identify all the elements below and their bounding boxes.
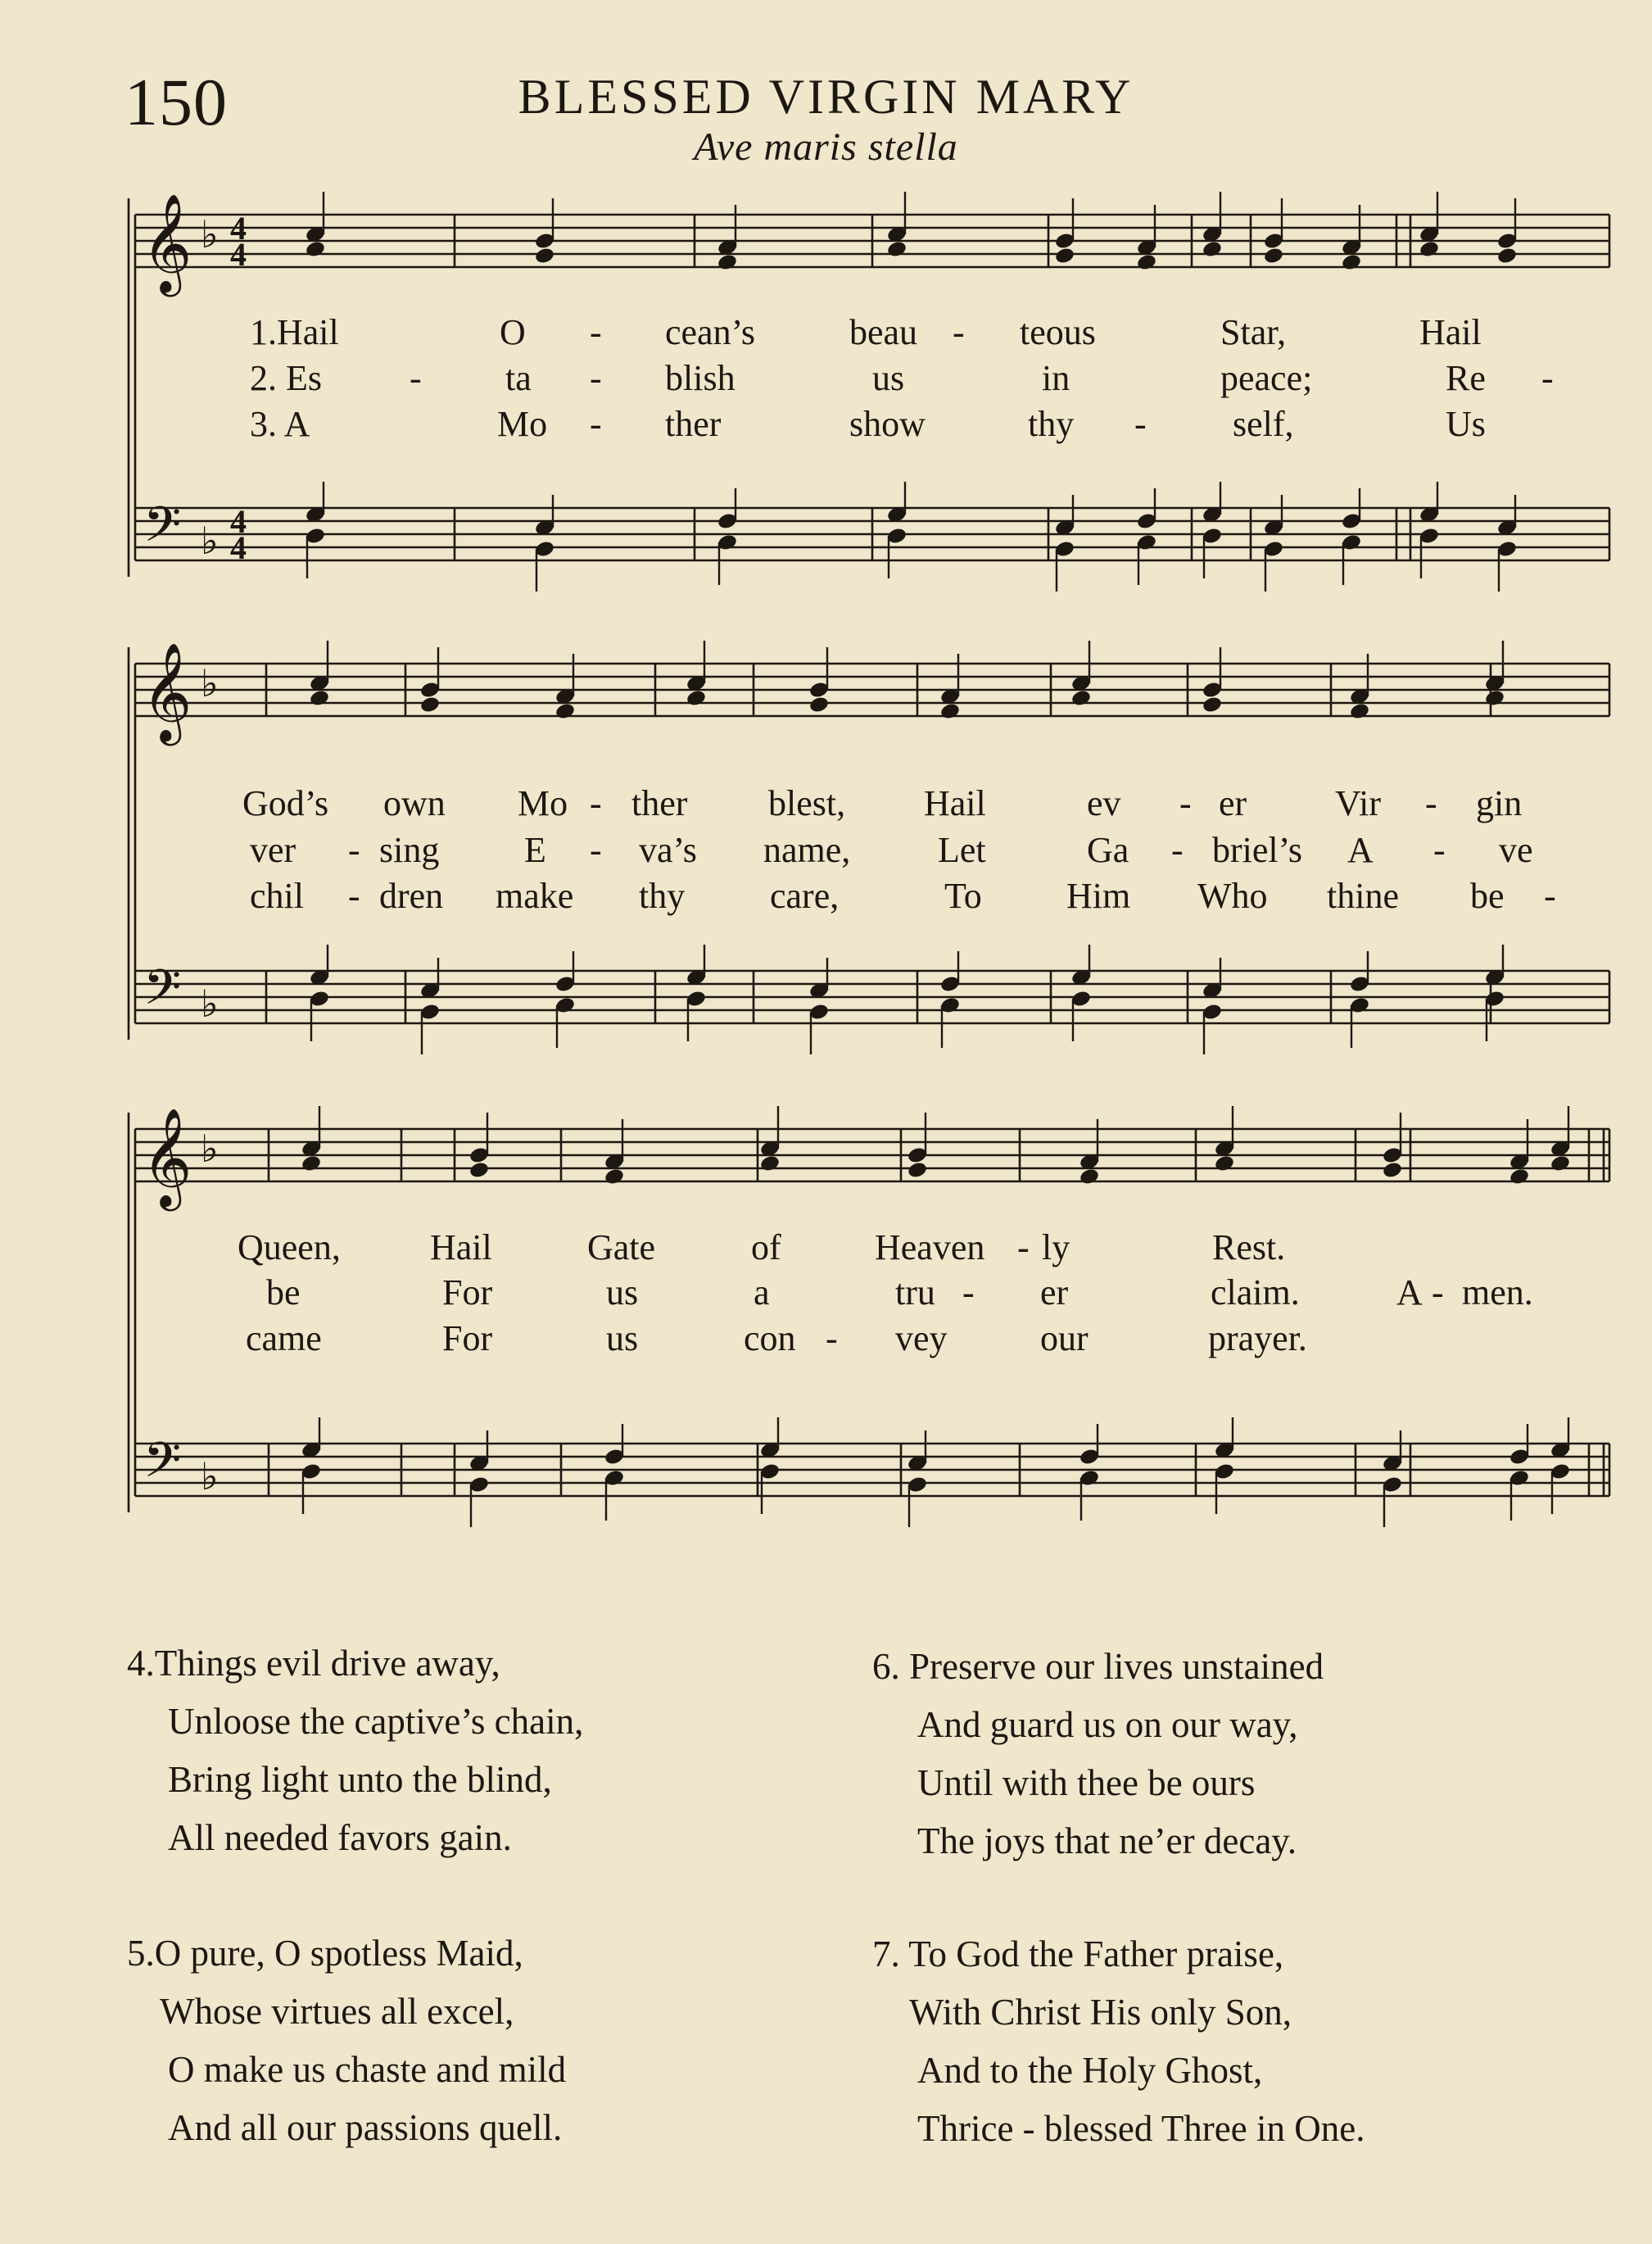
note-head	[1070, 689, 1092, 708]
time-signature: 4	[230, 503, 247, 540]
hymn-subtitle: Ave maris stella	[694, 125, 958, 169]
lyric-syllable: O	[500, 312, 526, 352]
lyric-syllable: For	[442, 1318, 493, 1358]
lyric-syllable: ther	[665, 404, 722, 444]
lyric-syllable: in	[1042, 358, 1070, 398]
lyric-syllable: thine	[1327, 876, 1399, 916]
hymn-title: BLESSED VIRGIN MARY	[518, 70, 1134, 124]
lyric-syllable: For	[442, 1272, 493, 1312]
note-head	[419, 696, 441, 714]
lyric-syllable: us	[606, 1272, 639, 1312]
lyric-syllable: gin	[1476, 783, 1523, 823]
verse-line: All needed favors gain.	[168, 1817, 512, 1858]
note-head	[1214, 1154, 1235, 1173]
flat-icon: ♭	[201, 1127, 219, 1171]
lyric-syllable: chil	[250, 876, 304, 916]
verse-line: And guard us on our way,	[917, 1704, 1298, 1745]
note-head	[1202, 696, 1223, 714]
lyric-syllable: -	[953, 312, 965, 352]
lyric-syllable: -	[348, 830, 360, 870]
lyric-syllable: prayer.	[1208, 1318, 1307, 1358]
lyric-syllable: ev	[1087, 783, 1121, 823]
note-head	[1349, 702, 1370, 721]
time-signature: 4	[230, 210, 247, 247]
lyric-syllable: men.	[1462, 1272, 1533, 1312]
note-head	[686, 689, 707, 708]
lyric-syllable: of	[751, 1227, 781, 1267]
lyric-syllable: God’s	[242, 783, 329, 823]
lyric-syllable: sing	[379, 830, 440, 870]
lyric-syllable: blest,	[768, 783, 846, 823]
lyric-syllable: name,	[763, 830, 851, 870]
lyric-syllable: -	[590, 404, 602, 444]
note-head	[1136, 253, 1157, 272]
treble-clef-icon: 𝄞	[142, 641, 192, 741]
lyric-syllable: -	[962, 1272, 975, 1312]
note-head	[907, 1161, 928, 1180]
lyric-syllable: dren	[379, 876, 444, 916]
lyric-syllable: Ga	[1087, 830, 1129, 870]
lyric-syllable: self,	[1233, 404, 1294, 444]
lyric-syllable: ve	[1499, 830, 1533, 870]
lyric-syllable: -	[1017, 1227, 1030, 1267]
verse-line: Thrice - blessed Three in One.	[917, 2108, 1365, 2149]
flat-icon: ♭	[201, 981, 219, 1026]
lyric-syllable: beau	[849, 312, 918, 352]
note-head	[534, 247, 555, 265]
lyric-syllable: Mo	[497, 404, 548, 444]
lyric-syllable: E	[524, 830, 546, 870]
verse-line: Bring light unto the blind,	[168, 1759, 552, 1800]
treble-clef-icon: 𝄞	[142, 193, 192, 292]
lyric-syllable: -	[348, 876, 360, 916]
lyric-syllable: -	[590, 312, 602, 352]
flat-icon: ♭	[201, 661, 219, 705]
lyric-syllable: Let	[938, 830, 986, 870]
lyric-syllable: own	[383, 783, 446, 823]
lyric-syllable: show	[849, 404, 926, 444]
bass-staff	[135, 971, 1609, 1023]
lyric-syllable: -	[1432, 1272, 1444, 1312]
verse-7	[872, 1925, 1365, 2158]
lyric-syllable: ther	[631, 783, 688, 823]
note-head	[1202, 240, 1223, 259]
verse-line: Until with thee be ours	[917, 1762, 1256, 1803]
note-head	[301, 1154, 322, 1173]
lyric-syllable: Mo	[518, 783, 568, 823]
note-head	[759, 1154, 781, 1173]
lyric-syllable: briel’s	[1212, 830, 1302, 870]
lyric-syllable: -	[826, 1318, 838, 1358]
lyric-syllable: Vir	[1335, 783, 1382, 823]
lyric-syllable: Hail	[924, 783, 986, 823]
lyric-syllable: Gate	[587, 1227, 656, 1267]
lyric-syllable: ver	[250, 830, 296, 870]
note-head	[1263, 247, 1284, 265]
lyric-syllable: our	[1040, 1318, 1089, 1358]
lyric-syllable: -	[1544, 876, 1556, 916]
note-head	[309, 689, 330, 708]
note-head	[886, 240, 907, 259]
page-number: 150	[124, 65, 228, 139]
lyric-syllable: Us	[1446, 404, 1486, 444]
note-head	[1054, 247, 1075, 265]
treble-clef-icon: 𝄞	[142, 1107, 192, 1207]
note-head	[1550, 1154, 1571, 1173]
lyric-syllable: -	[1179, 783, 1192, 823]
verse-4	[127, 1634, 583, 1867]
lyric-syllable: Hail	[430, 1227, 492, 1267]
lyric-syllable: 3. A	[250, 404, 310, 444]
flat-icon: ♭	[201, 212, 219, 256]
note-head	[1509, 1167, 1530, 1186]
lyric-syllable: thy	[1028, 404, 1075, 444]
note-head	[1079, 1167, 1100, 1186]
note-head	[1484, 689, 1505, 708]
lyric-syllable: 1.Hail	[250, 312, 339, 352]
lyric-syllable: Heaven	[875, 1227, 985, 1267]
note-head	[1496, 247, 1518, 265]
lyric-syllable: us	[606, 1318, 639, 1358]
note-head	[1341, 253, 1362, 272]
lyric-syllable: -	[1134, 404, 1147, 444]
lyric-syllable: 2. Es	[250, 358, 322, 398]
lyric-syllable: To	[944, 876, 982, 916]
verse-line: 5.O pure, O spotless Maid,	[127, 1933, 523, 1974]
bass-clef-icon: 𝄢	[143, 959, 182, 1027]
verse-6	[872, 1638, 1324, 1870]
verse-line: Whose virtues all excel,	[160, 1991, 514, 2032]
verse-line: With Christ His only Son,	[909, 1992, 1292, 2033]
note-head	[604, 1167, 625, 1186]
verse-line: 7. To God the Father praise,	[872, 1933, 1284, 1974]
lyric-syllable: er	[1219, 783, 1247, 823]
verse-line: 4.Things evil drive away,	[127, 1643, 500, 1684]
flat-icon: ♭	[201, 1454, 219, 1498]
note-head	[808, 696, 830, 714]
verse-line: And to the Holy Ghost,	[917, 2050, 1263, 2091]
lyric-syllable: Him	[1066, 876, 1131, 916]
note-head	[305, 240, 326, 259]
lyric-syllable: make	[496, 876, 574, 916]
lyric-syllable: ta	[505, 358, 532, 398]
lyric-syllable: er	[1040, 1272, 1069, 1312]
lyric-syllable: vey	[895, 1318, 948, 1358]
lyric-syllable: be	[266, 1272, 301, 1312]
lyric-syllable: Hail	[1419, 312, 1482, 352]
verse-line: 6. Preserve our lives unstained	[872, 1646, 1324, 1687]
lyric-syllable: Who	[1197, 876, 1268, 916]
lyric-syllable: Star,	[1220, 312, 1287, 352]
lyric-syllable: be	[1470, 876, 1505, 916]
note-head	[1382, 1161, 1403, 1180]
note-head	[717, 253, 738, 272]
lyric-syllable: came	[246, 1318, 322, 1358]
lyric-syllable: cean’s	[665, 312, 755, 352]
lyric-syllable: con	[744, 1318, 796, 1358]
bass-clef-icon: 𝄢	[143, 1431, 182, 1500]
lyric-syllable: Queen,	[238, 1227, 341, 1267]
lyric-syllable: care,	[770, 876, 840, 916]
lyric-syllable: -	[1171, 830, 1184, 870]
lyric-syllable: -	[1541, 358, 1554, 398]
lyric-syllable: ly	[1042, 1227, 1070, 1267]
lyric-syllable: peace;	[1220, 358, 1313, 398]
lyric-syllable: teous	[1020, 312, 1096, 352]
treble-staff	[135, 664, 1609, 716]
bass-clef-icon: 𝄢	[143, 496, 182, 564]
verse-line: The joys that ne’er decay.	[917, 1820, 1297, 1861]
lyric-syllable: blish	[665, 358, 735, 398]
lyric-syllable: va’s	[639, 830, 697, 870]
verse-5	[127, 1924, 566, 2157]
time-signature: 4	[230, 529, 247, 566]
note-head	[939, 702, 961, 721]
lyric-syllable: -	[1433, 830, 1446, 870]
note-head	[554, 702, 576, 721]
note-head	[468, 1161, 490, 1180]
flat-icon: ♭	[201, 519, 219, 563]
lyric-syllable: -	[590, 358, 602, 398]
lyric-syllable: A	[1396, 1272, 1423, 1312]
lyric-syllable: a	[754, 1272, 770, 1312]
lyric-syllable: -	[590, 830, 602, 870]
verse-line: And all our passions quell.	[168, 2107, 563, 2148]
note-head	[1419, 240, 1440, 259]
lyric-syllable: -	[1425, 783, 1437, 823]
lyric-syllable: A	[1347, 830, 1374, 870]
lyric-syllable: Re	[1446, 358, 1486, 398]
lyric-syllable: claim.	[1211, 1272, 1300, 1312]
lyric-syllable: Rest.	[1212, 1227, 1286, 1267]
lyric-syllable: -	[590, 783, 602, 823]
verse-line: Unloose the captive’s chain,	[168, 1701, 584, 1742]
time-signature: 4	[230, 236, 247, 273]
lyric-syllable: tru	[895, 1272, 935, 1312]
verse-line: O make us chaste and mild	[168, 2049, 567, 2090]
lyric-syllable: us	[872, 358, 905, 398]
lyric-syllable: thy	[639, 876, 686, 916]
lyric-syllable: -	[410, 358, 422, 398]
